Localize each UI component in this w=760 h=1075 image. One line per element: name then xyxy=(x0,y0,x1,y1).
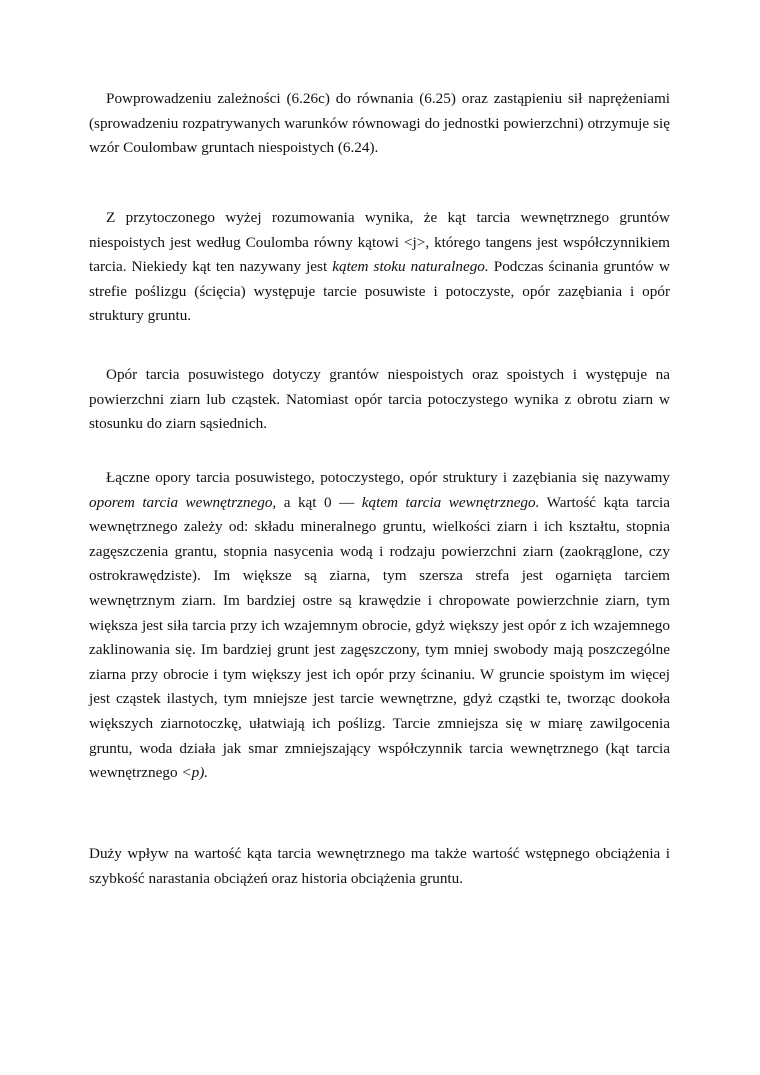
paragraph-internal-friction-text-2: a kąt 0 — xyxy=(276,493,362,511)
paragraph-preload-influence: Duży wpływ na wartość kąta tarcia wewnętrznego ma także wartość wstępnego obciążenia i szybkość narastania obciążeń oraz historia obciążenia gruntu. xyxy=(89,845,670,887)
paragraph-coulomb-formula: Powprowadzeniu zależności (6.26c) do równania (6.25) oraz zastąpieniu sił naprężeniami (sprowadzeniu rozpatrywanych warunków równowagi do jednostki powierzchni) otrzymuje się wzór Coulombaw gruntach niespoistych (6.24). xyxy=(89,90,670,157)
paragraph-friction-angle-text-1: Z przytoczonego wyżej rozumowania wynika, że kąt tarcia wewnętrznego gruntów niespoistych jest według Coulomba równy kątowi <j>, którego tangens jest współczynnikiem tarcia. Niekiedy kąt ten nazywany jest xyxy=(89,209,670,276)
symbol-friction-angle: <p). xyxy=(181,764,209,782)
paragraph-internal-friction-text-3: Wartość kąta tarcia wewnętrznego zależy od: składu mineralnego gruntu, wielkości ziarn i ich kształtu, stopnia zagęszczenia grantu, stopnia nasycenia wodą i rodzaju powierzchni ziarn (zaokrąglone, czy ostrokrawędziste). Im większe są ziarna, tym szersza strefa jest ogarnięta tarciem wewnętrznym ziarn. Im bardziej ostre są krawędzie i chropowate powierzchnie ziarn, tym większa jest siła tarcia przy ich wzajemnym obrocie, gdyż większy jest opór z ich wzajemnego zaklinowania się. Im bardziej grunt jest zagęszczony, tym mniej swobody mają poszczególne ziarna przy obrocie i tym większy jest ich opór przy ścinaniu. W gruncie spoistym im więcej jest cząstek ilastych, tym mniejsze jest tarcie wewnętrzne, gdyż cząstki te, tworząc dookoła większych ziarnotoczkę, ułatwiają ich poślizg. Tarcie zmniejsza się w miarę zawilgocenia gruntu, woda działa jak smar zmniejszający współczynnik tarcia wewnętrznego (kąt tarcia wewnętrznego xyxy=(89,493,671,782)
paragraph-sliding-friction: Opór tarcia posuwistego dotyczy grantów niespoistych oraz spoistych i występuje na powierzchni ziarn lub cząstek. Natomiast opór tarcia potoczystego wynika z obrotu ziarn w stosunku do ziarn sąsiednich. xyxy=(89,366,670,433)
term-natural-slope-angle: kątem stoku naturalnego. xyxy=(332,258,489,276)
term-internal-friction-resistance: oporem tarcia wewnętrznego, xyxy=(89,493,277,511)
paragraph-friction-angle-text-2: Podczas ścinania gruntów w strefie poślizgu (ścięcia) występuje tarcie posuwiste i potoczyste, opór zazębiania i opór struktury gruntu. xyxy=(89,258,671,325)
paragraph-internal-friction xyxy=(89,466,670,786)
paragraph-internal-friction-text-1: Łączne opory tarcia posuwistego, potoczystego, opór struktury i zazębiania się nazywamy xyxy=(106,469,670,486)
term-internal-friction-angle: kątem tarcia wewnętrznego. xyxy=(361,493,540,511)
paragraph-friction-angle xyxy=(89,206,670,329)
